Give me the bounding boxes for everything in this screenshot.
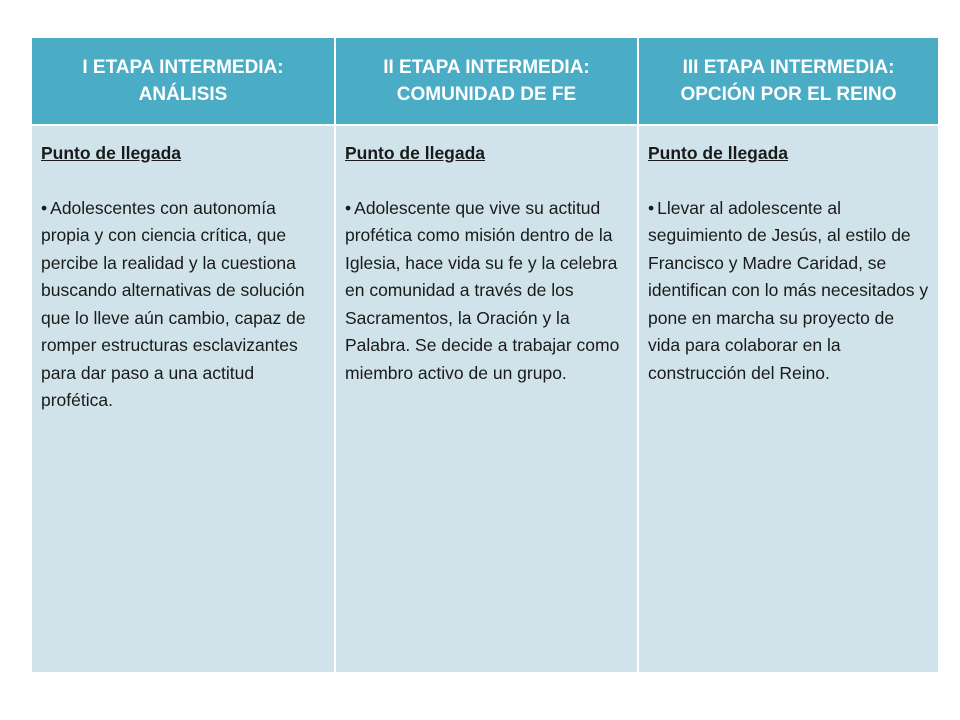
arrival-label: Punto de llegada	[345, 143, 486, 163]
content-row	[31, 125, 939, 673]
stage-1-cell	[31, 125, 335, 673]
stages-table	[30, 36, 940, 674]
stage-3-cell	[638, 125, 939, 673]
stage-description-text: Llevar al adolescente al seguimiento de Jesús, al estilo de Francisco y Madre Caridad, se identifican con lo más necesitados y pone en marcha su proyecto de vida para colaborar en la construcción del Reino.	[648, 197, 929, 383]
stage-description	[345, 195, 629, 388]
stage-2-cell	[335, 125, 638, 673]
bullet-icon: •	[345, 197, 352, 218]
arrival-label: Punto de llegada	[648, 143, 789, 163]
header-stage-3: III ETAPA INTERMEDIA: OPCIÓN POR EL REINO	[638, 37, 939, 125]
header-row	[31, 37, 939, 125]
header-stage-2: II ETAPA INTERMEDIA: COMUNIDAD DE FE	[335, 37, 638, 125]
stage-description	[648, 195, 930, 388]
stage-description-text: Adolescentes con autonomía propia y con ciencia crítica, que percibe la realidad y la cuestiona buscando alternativas de solución que lo lleve aún cambio, capaz de romper estructuras esclavizantes para dar paso a una actitud profética.	[41, 197, 306, 410]
stage-description-text: Adolescente que vive su actitud profética como misión dentro de la Iglesia, hace vida su fe y la celebra en comunidad a través de los Sacramentos, la Oración y la Palabra. Se decide a trabajar como miembro activo de un grupo.	[345, 197, 620, 383]
arrival-label: Punto de llegada	[41, 143, 182, 163]
bullet-icon: •	[648, 197, 655, 218]
stage-description	[41, 195, 326, 415]
header-stage-1: I ETAPA INTERMEDIA: ANÁLISIS	[31, 37, 335, 125]
bullet-icon: •	[41, 197, 48, 218]
